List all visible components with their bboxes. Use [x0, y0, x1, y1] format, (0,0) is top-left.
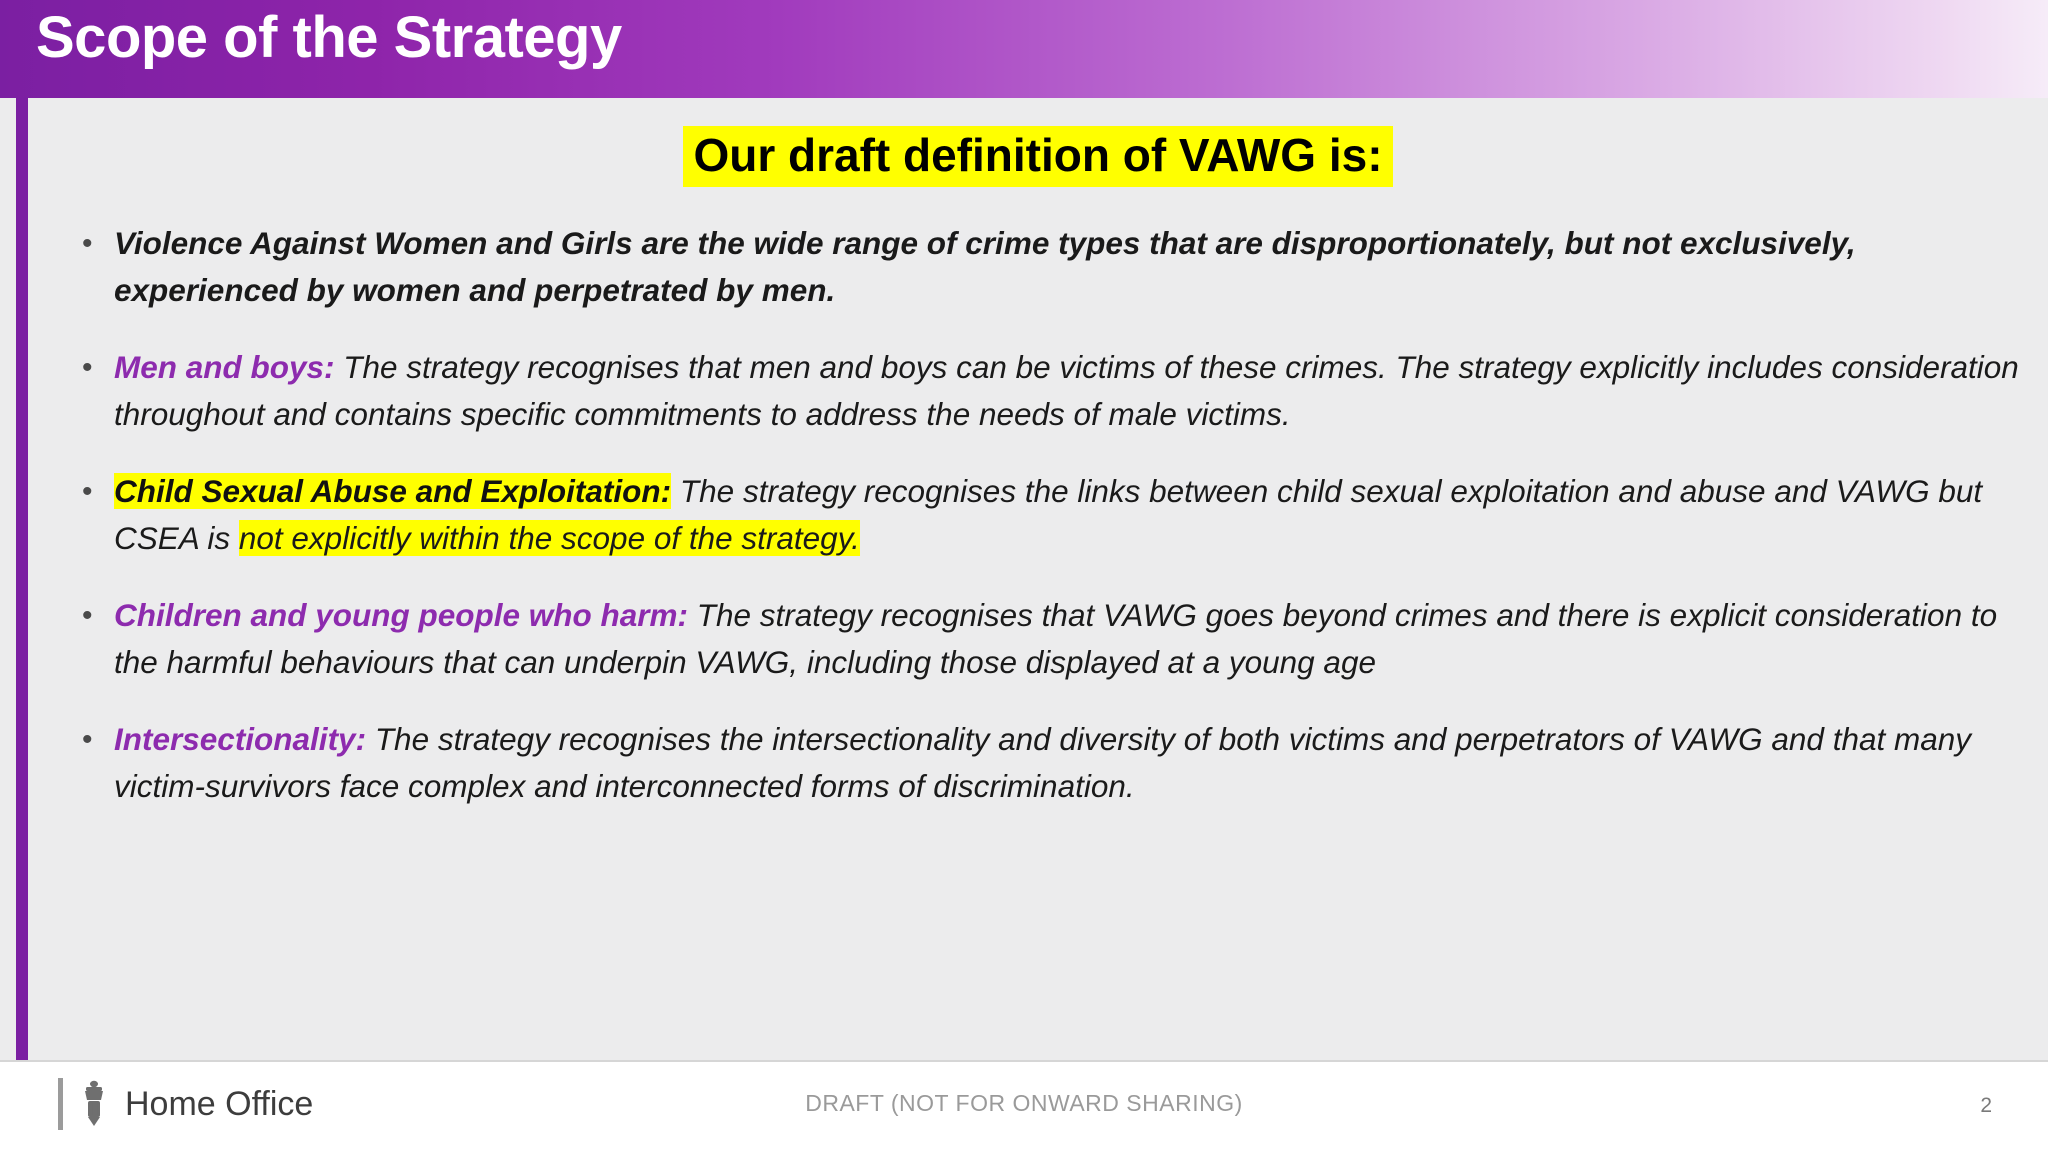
- bullet-rest: The strategy recognises that men and boys can be victims of these crimes. The strategy explicitly includes consideration throughout and contains specific commitments to address the needs of male victims.: [114, 349, 2019, 432]
- bullet-lead-highlighted: Child Sexual Abuse and Exploitation:: [114, 473, 672, 509]
- bullet-list: [74, 220, 2024, 840]
- bullet-rest: The strategy recognises the intersectionality and diversity of both victims and perpetrators of VAWG and that many victim-survivors face complex and interconnected forms of discrimination.: [114, 721, 1972, 804]
- bullet-tail-highlighted: not explicitly within the scope of the strategy.: [238, 520, 860, 556]
- bullet-text: [114, 344, 2024, 438]
- bullet-dot-icon: •: [82, 351, 93, 384]
- page-title: Scope of the Strategy: [36, 5, 622, 70]
- left-accent-bar: [16, 98, 28, 1060]
- list-item: [74, 592, 2024, 686]
- bullet-text: [114, 592, 2024, 686]
- page-number: 2: [1980, 1094, 1992, 1117]
- bullet-text: [114, 468, 2024, 562]
- list-item: [74, 716, 2024, 810]
- bullet-lead: Violence Against Women and Girls: [114, 225, 633, 261]
- definition-heading: [28, 126, 2048, 187]
- list-item: [74, 468, 2024, 562]
- bullet-rest: are the wide range of crime types that are disproportionately, but not exclusively, experienced by women and perpetrated by men.: [114, 225, 1856, 308]
- bullet-dot-icon: •: [82, 599, 93, 632]
- bullet-dot-icon: •: [82, 723, 93, 756]
- footer-logo-text: Home Office: [125, 1084, 314, 1123]
- bullet-lead: Children and young people who harm:: [114, 597, 689, 633]
- bullet-text: [114, 220, 2024, 314]
- list-item: [74, 344, 2024, 438]
- bullet-rest: The strategy recognises the links between child sexual exploitation and abuse and VAWG but CSEA is: [114, 473, 1983, 556]
- bullet-rest: The strategy recognises that VAWG goes beyond crimes and there is explicit consideration to the harmful behaviours that can underpin VAWG, including those displayed at a young age: [114, 597, 1998, 680]
- bullet-lead: Men and boys:: [114, 349, 335, 385]
- list-item: [74, 220, 2024, 314]
- slide-footer: [0, 1060, 2048, 1152]
- bullet-text: [114, 716, 2024, 810]
- bullet-dot-icon: •: [82, 227, 93, 260]
- bullet-dot-icon: •: [82, 475, 93, 508]
- slide-body: [28, 98, 2048, 1060]
- header-band: [0, 0, 2048, 98]
- footer-draft-notice: DRAFT (NOT FOR ONWARD SHARING): [805, 1090, 1243, 1116]
- footer-divider: [0, 1060, 2048, 1062]
- definition-heading-text: Our draft definition of VAWG is:: [683, 126, 1392, 187]
- bullet-lead: Intersectionality:: [114, 721, 367, 757]
